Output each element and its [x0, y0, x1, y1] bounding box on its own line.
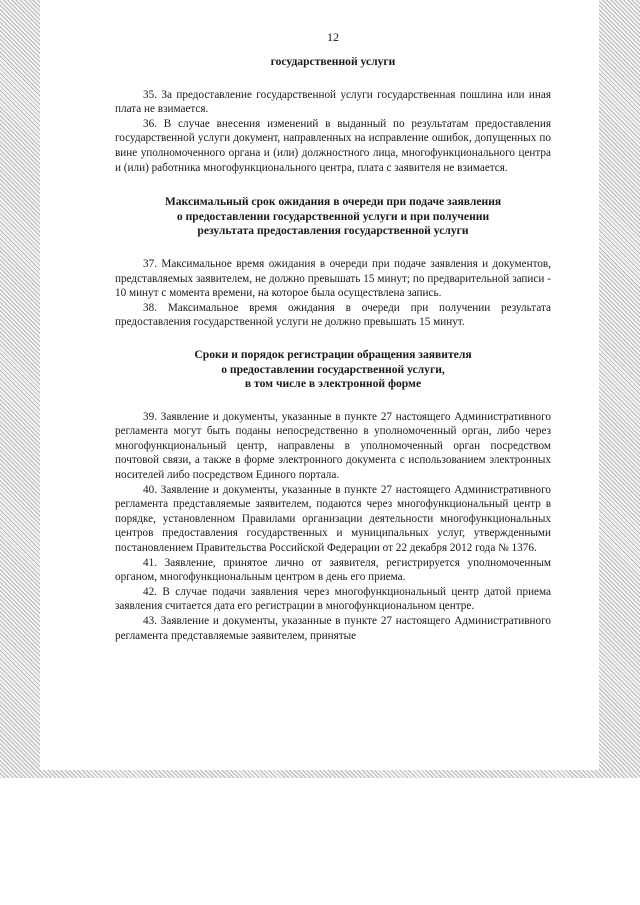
page-content: [115, 30, 551, 643]
paragraph-36: 36. В случае внесения изменений в выданный по результатам предоставления государственной услуги документ, направленных на исправление ошибок, допущенных по вине уполномоченного органа и (или) должностного лица, многофункционального центра и (или) работника многофункционального центра, плата с заявителя не взимается.: [115, 117, 551, 174]
section-heading-line: Сроки и порядок регистрации обращения заявителя: [194, 347, 472, 361]
paragraph-35: 35. За предоставление государственной услуги государственная пошлина или иная плата не взимается.: [115, 88, 551, 116]
section-heading-line: в том числе в электронной форме: [244, 377, 422, 391]
paragraph-37: 37. Максимальное время ожидания в очереди при подаче заявления и документов, представляемых заявителем, не должно превышать 15 минут; по предварительной записи - 10 минут с момента времени, на которое была осуществлена запись.: [115, 257, 551, 300]
section-heading-waiting-time: [115, 195, 551, 239]
section-heading-registration: [115, 348, 551, 392]
blank-area: [0, 778, 640, 905]
page-number: 12: [327, 30, 339, 44]
section-heading-line: о предоставлении государственной услуги и при получении: [176, 209, 490, 223]
paragraph-41: 41. Заявление, принятое лично от заявителя, регистрируется уполномоченным органом, многофункциональным центром в день его приема.: [115, 556, 551, 584]
scan-border-right: [599, 0, 640, 778]
continued-heading: государственной услуги: [270, 55, 396, 68]
scan-border-bottom: [0, 770, 640, 778]
paragraph-42: 42. В случае подачи заявления через многофункциональный центр датой приема заявления считается дата его регистрации в многофункциональном центре.: [115, 585, 551, 613]
paragraph-39: 39. Заявление и документы, указанные в пункте 27 настоящего Административного регламента могут быть поданы непосредственно в уполномоченный орган, либо через многофункциональный центр, направлены в уполномоченный орган посредством почтовой связи, а также в форме электронного документа с использованием электронных носителей либо посредством Единого портала.: [115, 410, 551, 482]
paragraph-38: 38. Максимальное время ожидания в очереди при получении результата предоставления государственной услуги не должно превышать 15 минут.: [115, 301, 551, 329]
section-heading-line: Максимальный срок ожидания в очереди при подаче заявления: [164, 195, 502, 209]
section-heading-line: результата предоставления государственной услуги: [197, 224, 469, 238]
section-heading-line: о предоставлении государственной услуги,: [221, 362, 445, 376]
scan-border-left: [0, 0, 40, 778]
paragraph-40: 40. Заявление и документы, указанные в пункте 27 настоящего Административного регламента представляемые заявителем, подаются через многофункциональный центр в порядке, установленном Правилами организации деятельности многофункциональных центров предоставления государственных и муниципальных услуг, утвержденными постановлением Правительства Российской Федерации от 22 декабря 2012 года № 1376.: [115, 483, 551, 555]
paragraph-43: 43. Заявление и документы, указанные в пункте 27 настоящего Административного регламента представляемые заявителем, принятые: [115, 615, 551, 642]
